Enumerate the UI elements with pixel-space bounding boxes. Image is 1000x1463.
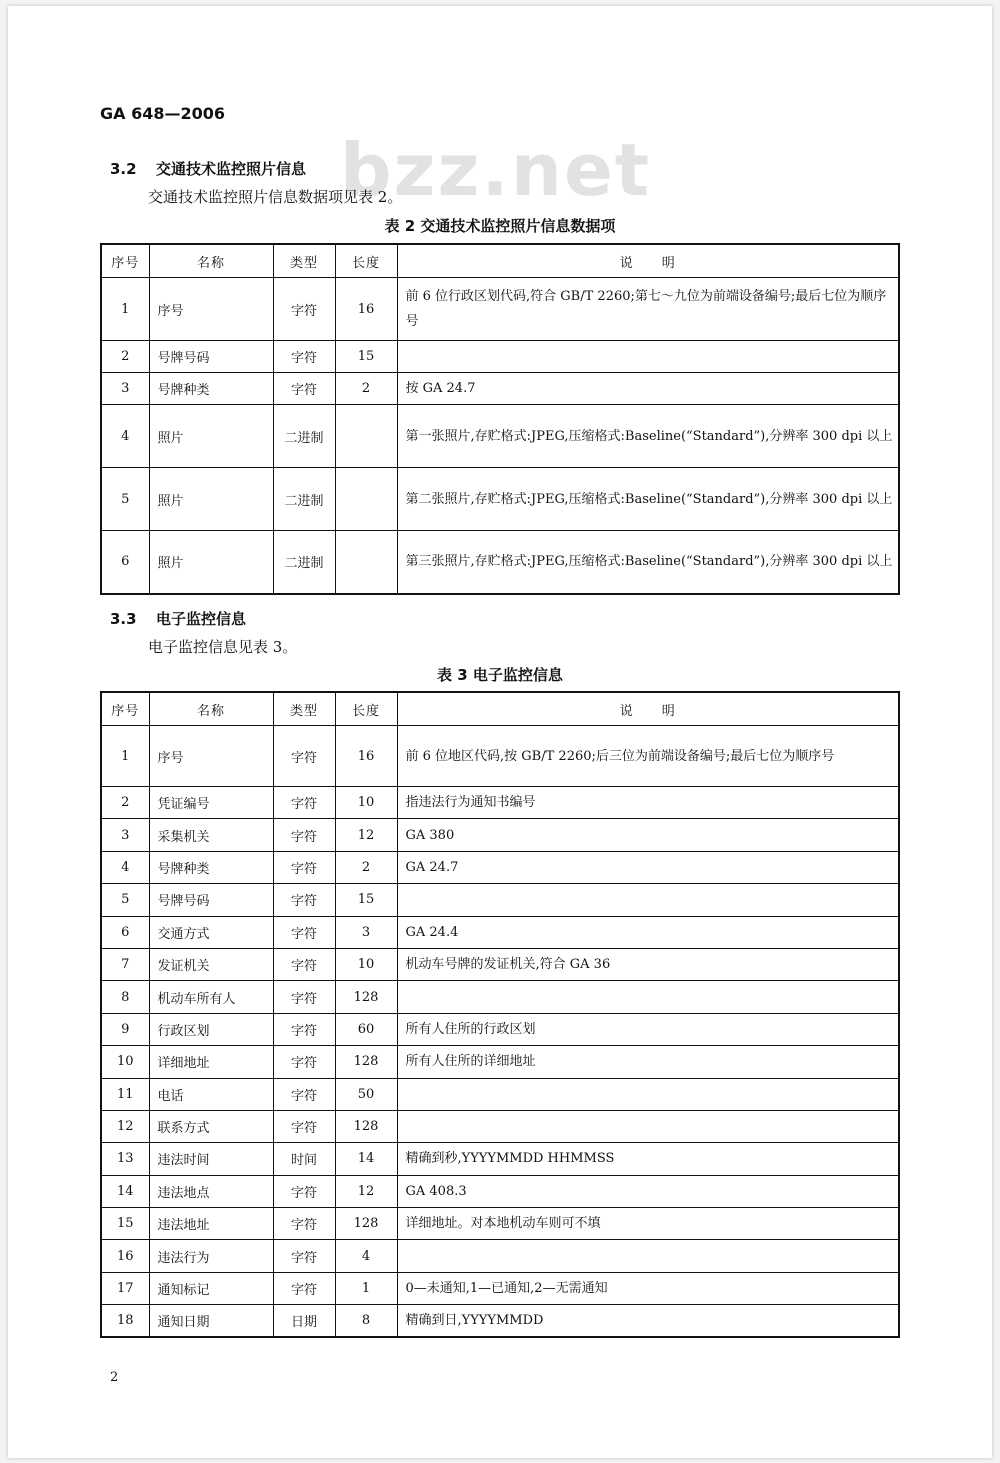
section-3-3-title: 电子监控信息 <box>156 610 247 628</box>
type-cell: 字符 <box>273 726 335 787</box>
row-number-cell: 3 <box>101 819 149 851</box>
table-row <box>101 1240 899 1272</box>
section-3-3-heading <box>110 608 246 629</box>
row-number-cell: 16 <box>101 1240 149 1272</box>
table-row <box>101 884 899 916</box>
name-cell: 通知日期 <box>149 1305 273 1337</box>
table-row <box>101 1046 899 1078</box>
row-number-cell: 9 <box>101 1013 149 1045</box>
length-cell: 16 <box>335 726 397 787</box>
table-row <box>101 373 899 405</box>
description-cell: GA 24.7 <box>397 851 899 883</box>
row-number-cell: 13 <box>101 1143 149 1175</box>
length-cell: 2 <box>335 851 397 883</box>
length-cell: 10 <box>335 948 397 980</box>
name-cell: 详细地址 <box>149 1046 273 1078</box>
table-row <box>101 819 899 851</box>
type-cell: 字符 <box>273 1013 335 1045</box>
header-cell: 序号 <box>101 692 149 726</box>
name-cell: 序号 <box>149 726 273 787</box>
length-cell: 1 <box>335 1272 397 1304</box>
length-cell: 50 <box>335 1078 397 1110</box>
page-number: 2 <box>110 1370 119 1385</box>
row-number-cell: 10 <box>101 1046 149 1078</box>
length-cell: 8 <box>335 1305 397 1337</box>
type-cell: 字符 <box>273 1078 335 1110</box>
row-number-cell: 18 <box>101 1305 149 1337</box>
table-row <box>101 1110 899 1142</box>
type-cell: 字符 <box>273 916 335 948</box>
name-cell: 号牌号码 <box>149 341 273 373</box>
length-cell <box>335 468 397 531</box>
name-cell: 序号 <box>149 278 273 341</box>
section-3-2-heading <box>110 158 306 179</box>
description-cell: 详细地址。对本地机动车则可不填 <box>397 1208 899 1240</box>
section-3-2-intro: 交通技术监控照片信息数据项见表 2。 <box>148 188 403 206</box>
type-cell: 二进制 <box>273 531 335 594</box>
description-cell: 精确到秒,YYYYMMDD HHMMSS <box>397 1143 899 1175</box>
type-cell: 字符 <box>273 1046 335 1078</box>
length-cell: 4 <box>335 1240 397 1272</box>
table-row <box>101 341 899 373</box>
name-cell: 交通方式 <box>149 916 273 948</box>
name-cell: 联系方式 <box>149 1110 273 1142</box>
name-cell: 照片 <box>149 531 273 594</box>
type-cell: 字符 <box>273 341 335 373</box>
description-cell: 精确到日,YYYYMMDD <box>397 1305 899 1337</box>
table-row <box>101 468 899 531</box>
table-row <box>101 1272 899 1304</box>
name-cell: 电话 <box>149 1078 273 1110</box>
description-cell: 前 6 位行政区划代码,符合 GB/T 2260;第七～九位为前端设备编号;最后七位为顺序号 <box>397 278 899 341</box>
description-cell: 第三张照片,存贮格式:JPEG,压缩格式:Baseline(“Standard”),分辨率 300 dpi 以上 <box>397 531 899 594</box>
watermark: bzz.net <box>340 128 652 212</box>
type-cell: 字符 <box>273 981 335 1013</box>
name-cell: 违法地址 <box>149 1208 273 1240</box>
table-row <box>101 948 899 980</box>
description-cell: 所有人住所的详细地址 <box>397 1046 899 1078</box>
table-row <box>101 1143 899 1175</box>
description-cell: 第二张照片,存贮格式:JPEG,压缩格式:Baseline(“Standard”),分辨率 300 dpi 以上 <box>397 468 899 531</box>
row-number-cell: 4 <box>101 405 149 468</box>
table-row <box>101 726 899 787</box>
type-cell: 字符 <box>273 373 335 405</box>
description-cell: GA 408.3 <box>397 1175 899 1207</box>
description-cell <box>397 1078 899 1110</box>
length-cell: 12 <box>335 819 397 851</box>
type-cell: 二进制 <box>273 468 335 531</box>
name-cell: 违法时间 <box>149 1143 273 1175</box>
length-cell: 128 <box>335 1046 397 1078</box>
header-cell: 说 明 <box>397 244 899 278</box>
header-cell: 名称 <box>149 692 273 726</box>
length-cell: 128 <box>335 981 397 1013</box>
row-number-cell: 15 <box>101 1208 149 1240</box>
table-row <box>101 851 899 883</box>
type-cell: 字符 <box>273 1110 335 1142</box>
length-cell: 12 <box>335 1175 397 1207</box>
table-2 <box>100 243 900 595</box>
name-cell: 号牌种类 <box>149 373 273 405</box>
description-cell: GA 380 <box>397 819 899 851</box>
table-row <box>101 981 899 1013</box>
row-number-cell: 1 <box>101 726 149 787</box>
table-row <box>101 278 899 341</box>
row-number-cell: 5 <box>101 468 149 531</box>
table-3-caption: 表 3 电子监控信息 <box>437 666 563 684</box>
name-cell: 照片 <box>149 405 273 468</box>
name-cell: 发证机关 <box>149 948 273 980</box>
table-3 <box>100 691 900 1338</box>
section-3-3-intro: 电子监控信息见表 3。 <box>148 638 298 656</box>
length-cell <box>335 405 397 468</box>
table-row <box>101 405 899 468</box>
table-row <box>101 1305 899 1337</box>
description-cell <box>397 1240 899 1272</box>
type-cell: 字符 <box>273 1272 335 1304</box>
length-cell: 3 <box>335 916 397 948</box>
section-3-2-number: 3.2 <box>110 160 137 178</box>
length-cell: 15 <box>335 884 397 916</box>
table-2-caption: 表 2 交通技术监控照片信息数据项 <box>384 217 616 235</box>
table-3-header-row <box>101 692 899 726</box>
description-cell: 前 6 位地区代码,按 GB/T 2260;后三位为前端设备编号;最后七位为顺序号 <box>397 726 899 787</box>
table-row <box>101 1208 899 1240</box>
length-cell: 10 <box>335 787 397 819</box>
row-number-cell: 11 <box>101 1078 149 1110</box>
description-cell: GA 24.4 <box>397 916 899 948</box>
length-cell: 15 <box>335 341 397 373</box>
name-cell: 违法地点 <box>149 1175 273 1207</box>
type-cell: 字符 <box>273 884 335 916</box>
type-cell: 字符 <box>273 819 335 851</box>
length-cell: 128 <box>335 1208 397 1240</box>
description-cell <box>397 341 899 373</box>
description-cell: 指违法行为通知书编号 <box>397 787 899 819</box>
length-cell: 14 <box>335 1143 397 1175</box>
header-cell: 名称 <box>149 244 273 278</box>
description-cell: 第一张照片,存贮格式:JPEG,压缩格式:Baseline(“Standard”),分辨率 300 dpi 以上 <box>397 405 899 468</box>
table-row <box>101 1078 899 1110</box>
type-cell: 字符 <box>273 1240 335 1272</box>
description-cell: 机动车号牌的发证机关,符合 GA 36 <box>397 948 899 980</box>
type-cell: 日期 <box>273 1305 335 1337</box>
table-2-header-row <box>101 244 899 278</box>
description-cell <box>397 1110 899 1142</box>
type-cell: 时间 <box>273 1143 335 1175</box>
name-cell: 违法行为 <box>149 1240 273 1272</box>
name-cell: 通知标记 <box>149 1272 273 1304</box>
table-row <box>101 1175 899 1207</box>
type-cell: 字符 <box>273 787 335 819</box>
description-cell <box>397 884 899 916</box>
table-row <box>101 916 899 948</box>
type-cell: 字符 <box>273 948 335 980</box>
row-number-cell: 2 <box>101 787 149 819</box>
row-number-cell: 2 <box>101 341 149 373</box>
row-number-cell: 7 <box>101 948 149 980</box>
row-number-cell: 6 <box>101 916 149 948</box>
description-cell: 0—未通知,1—已通知,2—无需通知 <box>397 1272 899 1304</box>
table-row <box>101 787 899 819</box>
type-cell: 字符 <box>273 851 335 883</box>
row-number-cell: 8 <box>101 981 149 1013</box>
name-cell: 号牌号码 <box>149 884 273 916</box>
row-number-cell: 1 <box>101 278 149 341</box>
section-3-2-title: 交通技术监控照片信息 <box>156 160 307 178</box>
row-number-cell: 12 <box>101 1110 149 1142</box>
document-id: GA 648—2006 <box>100 104 226 123</box>
header-cell: 类型 <box>273 692 335 726</box>
description-cell: 所有人住所的行政区划 <box>397 1013 899 1045</box>
row-number-cell: 3 <box>101 373 149 405</box>
name-cell: 采集机关 <box>149 819 273 851</box>
length-cell: 128 <box>335 1110 397 1142</box>
type-cell: 字符 <box>273 278 335 341</box>
header-cell: 序号 <box>101 244 149 278</box>
row-number-cell: 6 <box>101 531 149 594</box>
section-3-3-number: 3.3 <box>110 610 137 628</box>
table-row <box>101 531 899 594</box>
row-number-cell: 5 <box>101 884 149 916</box>
name-cell: 号牌种类 <box>149 851 273 883</box>
table-row <box>101 1013 899 1045</box>
length-cell: 16 <box>335 278 397 341</box>
length-cell: 60 <box>335 1013 397 1045</box>
name-cell: 机动车所有人 <box>149 981 273 1013</box>
length-cell: 2 <box>335 373 397 405</box>
row-number-cell: 14 <box>101 1175 149 1207</box>
row-number-cell: 4 <box>101 851 149 883</box>
length-cell <box>335 531 397 594</box>
description-cell <box>397 981 899 1013</box>
description-cell: 按 GA 24.7 <box>397 373 899 405</box>
row-number-cell: 17 <box>101 1272 149 1304</box>
name-cell: 照片 <box>149 468 273 531</box>
type-cell: 字符 <box>273 1175 335 1207</box>
type-cell: 二进制 <box>273 405 335 468</box>
header-cell: 长度 <box>335 692 397 726</box>
name-cell: 行政区划 <box>149 1013 273 1045</box>
header-cell: 说 明 <box>397 692 899 726</box>
type-cell: 字符 <box>273 1208 335 1240</box>
header-cell: 类型 <box>273 244 335 278</box>
header-cell: 长度 <box>335 244 397 278</box>
name-cell: 凭证编号 <box>149 787 273 819</box>
